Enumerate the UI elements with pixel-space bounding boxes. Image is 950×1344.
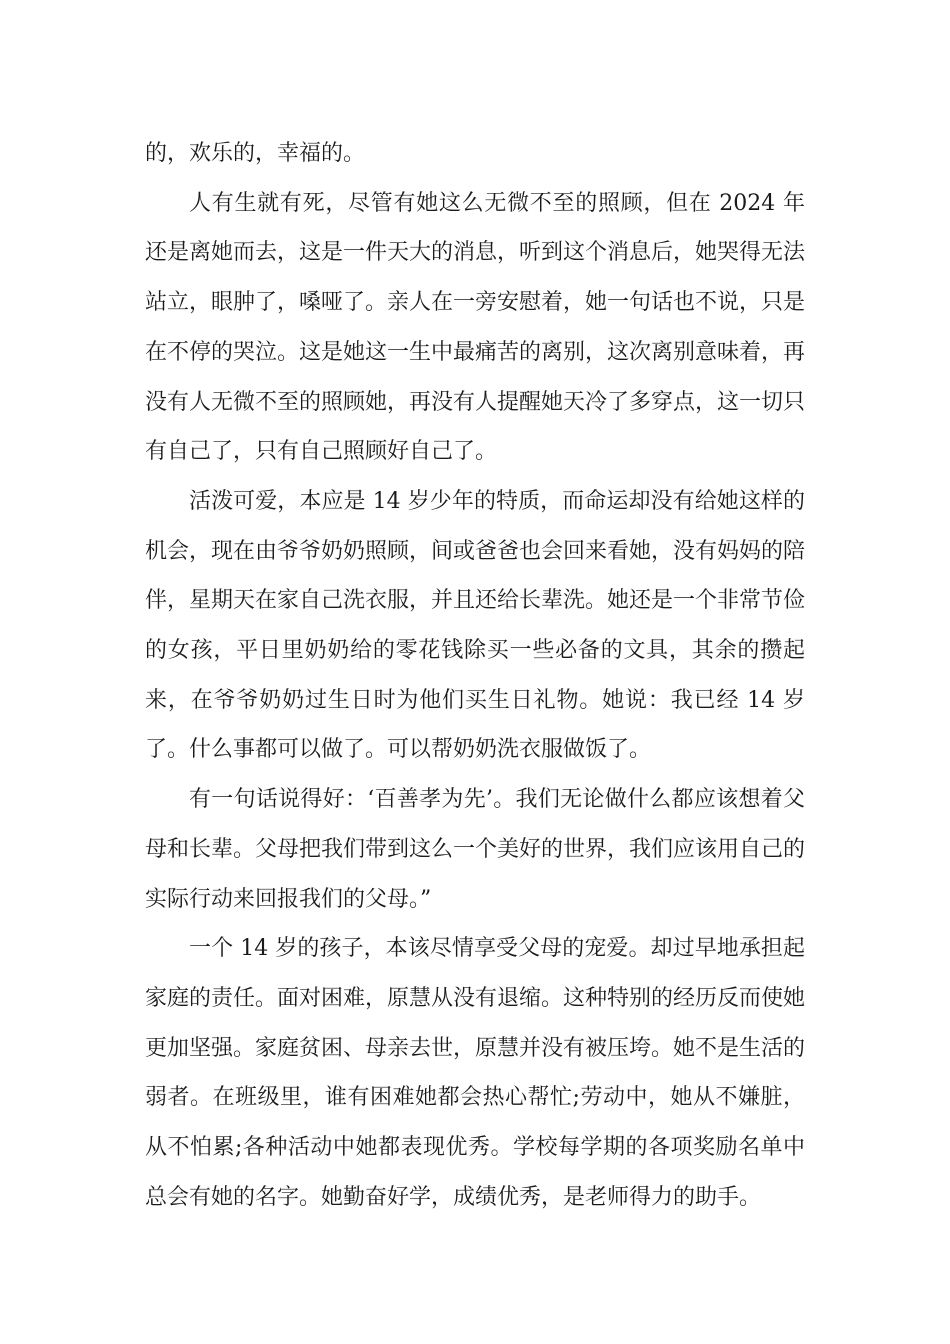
paragraph-5: 一个 14 岁的孩子，本该尽情享受父母的宠爱。却过早地承担起家庭的责任。面对困难，原慧从没有退缩。这种特别的经历反而使她更加坚强。家庭贫困、母亲去世，原慧并没有被压垮。她不是生活的弱者。在班级里，谁有困难她都会热心帮忙;劳动中，她从不嫌脏，从不怕累;各种活动中她都表现优秀。学校每学期的各项奖励名单中总会有她的名字。她勤奋好学，成绩优秀，是老师得力的助手。 [145,936,806,1210]
paragraph-3: 活泼可爱，本应是 14 岁少年的特质，而命运却没有给她这样的机会，现在由爷爷奶奶照顾，间或爸爸也会回来看她，没有妈妈的陪伴，星期天在家自己洗衣服，并且还给长辈洗。她还是一个非常节俭的女孩，平日里奶奶给的零花钱除买一些必备的文具，其余的攒起来，在爷爷奶奶过生日时为他们买生日礼物。她说：我已经 14 岁了。什么事都可以做了。可以帮奶奶洗衣服做饭了。 [145,488,806,763]
document-body [145,129,805,1222]
paragraph-4: 有一句话说得好：‘百善孝为先’。我们无论做什么都应该想着父母和长辈。父母把我们带到这么一个美好的世界，我们应该用自己的实际行动来回报我们的父母。” [145,787,806,912]
paragraph-1: 的，欢乐的，幸福的。 [145,141,366,166]
paragraph-2: 人有生就有死，尽管有她这么无微不至的照顾，但在 2024 年还是离她而去，这是一件天大的消息，听到这个消息后，她哭得无法站立，眼肿了，嗓哑了。亲人在一旁安慰着，她一句话也不说，只是在不停的哭泣。这是她这一生中最痛苦的离别，这次离别意味着，再没有人无微不至的照顾她，再没有人提醒她天冷了多穿点，这一切只有自己了，只有自己照顾好自己了。 [145,190,806,465]
